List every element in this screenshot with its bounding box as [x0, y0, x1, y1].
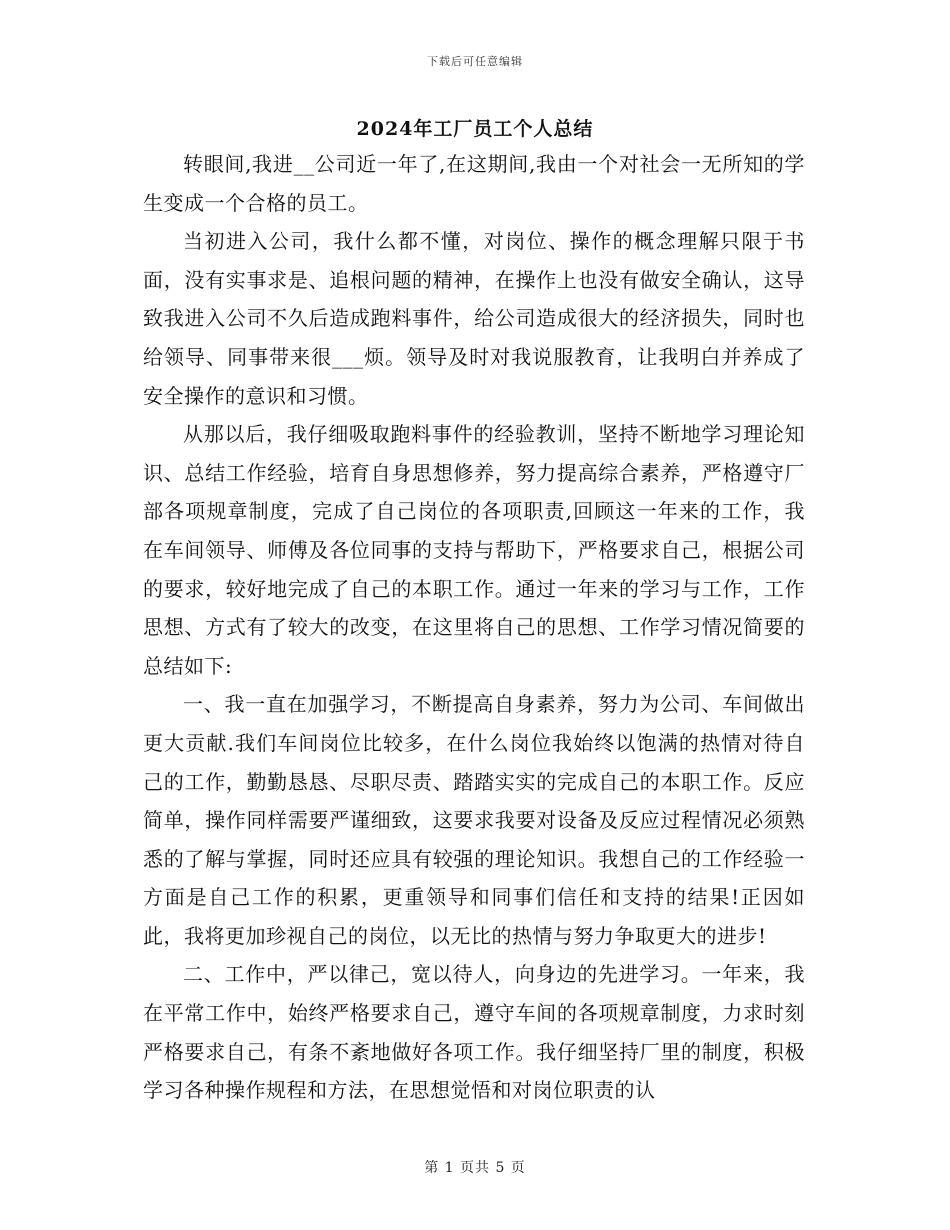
document-body — [143, 145, 805, 1110]
page-number-footer: 第 1 页共 5 页 — [424, 1160, 526, 1176]
paragraph-point-two: 二、工作中，严以律己，宽以待人，向身边的先进学习。一年来，我在平常工作中，始终严格要求自己，遵守车间的各项规章制度，力求时刻严格要求自己，有条不紊地做好各项工作。我仔细坚持厂里的制度，积极学习各种操作规程和方法，在思想觉悟和对岗位职责的认 — [143, 962, 805, 1103]
page-header-note: 下载后可任意编辑 — [427, 55, 523, 68]
paragraph-initial-experience: 当初进入公司，我什么都不懂，对岗位、操作的概念理解只限于书面，没有实事求是、追根问题的精神，在操作上也没有做安全确认，这导致我进入公司不久后造成跑料事件，给公司造成很大的经济损失，同时也给领导、同事带来很___烦。领导及时对我说服教育，让我明白并养成了安全操作的意识和习惯。 — [143, 229, 805, 408]
document-title: 2024年工厂员工个人总结 — [356, 118, 594, 140]
paragraph-intro: 转眼间,我进__公司近一年了,在这期间,我由一个对社会一无所知的学生变成一个合格的员工。 — [143, 152, 805, 215]
paragraph-point-one: 一、我一直在加强学习，不断提高自身素养，努力为公司、车间做出更大贡献.我们车间岗位比较多，在什么岗位我始终以饱满的热情对待自己的工作，勤勤恳恳、尽职尽责、踏踏实实的完成自己的本职工作。反应简单，操作同样需要严谨细致，这要求我要对设备及反应过程情况必须熟悉的了解与掌握，同时还应具有较强的理论知识。我想自己的工作经验一方面是自己工作的积累，更重领导和同事们信任和支持的结果!正因如此，我将更加珍视自己的岗位，以无比的热情与努力争取更大的进步! — [143, 692, 805, 948]
paragraph-lessons-learned: 从那以后，我仔细吸取跑料事件的经验教训，坚持不断地学习理论知识、总结工作经验，培育自身思想修养，努力提高综合素养，严格遵守厂部各项规章制度，完成了自己岗位的各项职责,回顾这一年来的工作，我在车间领导、师傅及各位同事的支持与帮助下，严格要求自己，根据公司的要求，较好地完成了自己的本职工作。通过一年来的学习与工作，工作思想、方式有了较大的改变，在这里将自己的思想、工作学习情况简要的总结如下: — [143, 422, 805, 678]
